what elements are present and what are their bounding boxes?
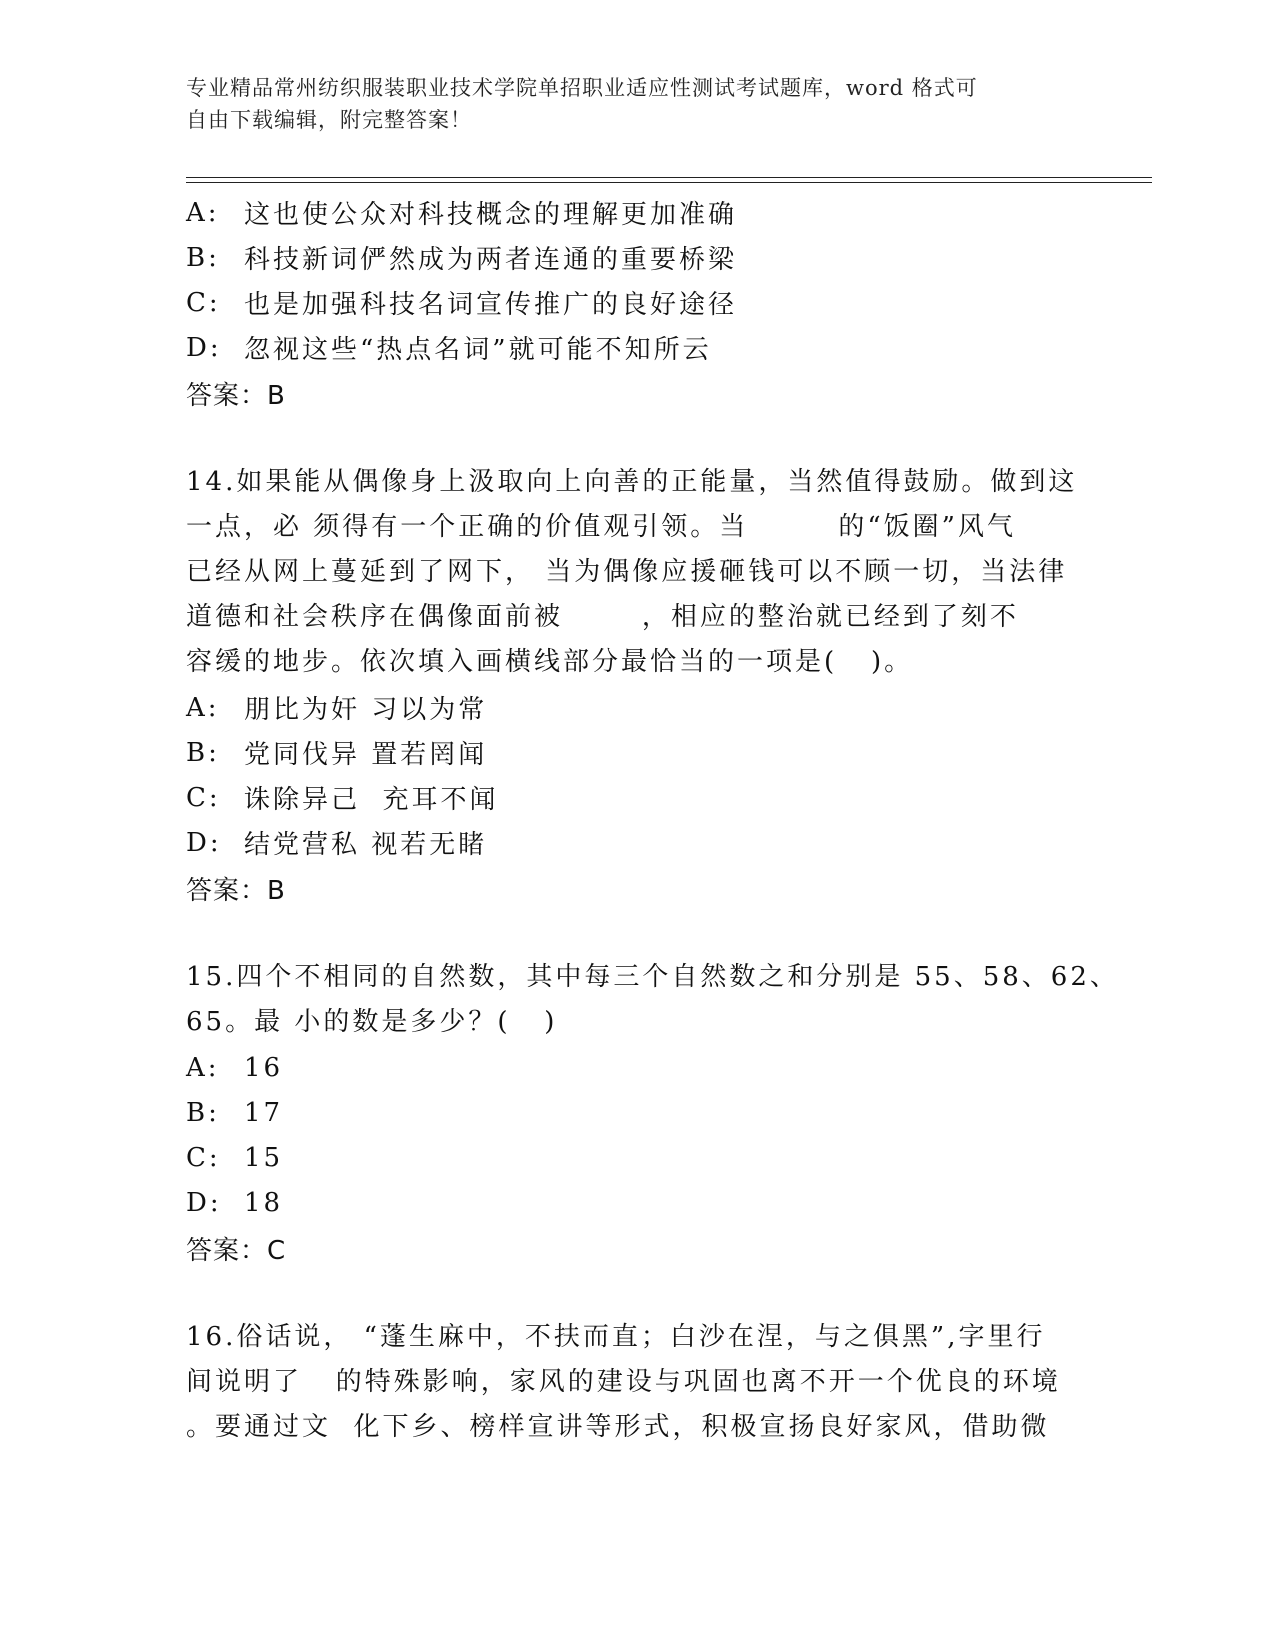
option-text: 这也使公众对科技概念的理解更加准确 (244, 200, 738, 230)
header-rule-second (186, 182, 1152, 183)
option-label: C: (186, 1142, 221, 1173)
page-header (186, 72, 1066, 136)
option-label: D: (186, 827, 222, 858)
option-text: 15 (244, 1142, 284, 1173)
option-label: A: (186, 1052, 220, 1083)
question-16-stem (186, 1315, 1076, 1450)
option-c (186, 775, 1086, 820)
option-label: B: (186, 737, 220, 768)
header-rule (186, 177, 1152, 178)
stem-line: 容缓的地步。依次填入画横线部分最恰当的一项是( )。 (186, 647, 914, 677)
option-label: D: (186, 1187, 222, 1218)
option-label: A: (186, 692, 220, 723)
stem-line: 16.俗话说， “蓬生麻中，不扶而直；白沙在涅，与之俱黑”,字里行 (186, 1322, 1046, 1352)
option-text: 16 (244, 1052, 284, 1083)
option-c (186, 1135, 1086, 1180)
option-text: 17 (244, 1097, 284, 1128)
stem-line: 已经从网上蔓延到了网下， 当为偶像应援砸钱可以不顾一切，当法律 (186, 557, 1068, 587)
option-label: D: (186, 332, 222, 363)
stem-line: 间说明了 的特殊影响，家风的建设与巩固也离不开一个优良的环境 (186, 1367, 1061, 1397)
questions-content (186, 190, 1119, 1450)
option-c (186, 280, 1086, 325)
option-a (186, 190, 1086, 235)
option-b (186, 235, 1086, 280)
option-text: 结党营私 视若无睹 (244, 830, 488, 860)
stem-line: 14.如果能从偶像身上汲取向上向善的正能量，当然值得鼓励。做到这 (186, 467, 1078, 497)
stem-line: 。要通过文 化下乡、榜样宣讲等形式，积极宣扬良好家风，借助微 (186, 1412, 1050, 1442)
option-b (186, 1090, 1086, 1135)
question-13-options (186, 190, 1086, 370)
option-label: A: (186, 197, 220, 228)
option-text: 朋比为奸 习以为常 (244, 695, 488, 725)
option-text: 也是加强科技名词宣传推广的良好途径 (244, 290, 738, 320)
option-text: 科技新词俨然成为两者连通的重要桥梁 (244, 245, 738, 275)
option-text: 党同伐异 置若罔闻 (244, 740, 488, 770)
header-line-2: 自由下载编辑，附完整答案！ (186, 108, 472, 132)
option-label: C: (186, 782, 221, 813)
option-b (186, 730, 1086, 775)
option-d (186, 325, 1086, 370)
answer-line: 答案：B (186, 875, 286, 906)
option-label: B: (186, 242, 220, 273)
option-text: 忽视这些“热点名词”就可能不知所云 (244, 335, 712, 365)
question-14-stem (186, 460, 1076, 685)
option-d (186, 820, 1086, 865)
header-line-1: 专业精品常州纺织服装职业技术学院单招职业适应性测试考试题库，word 格式可 (186, 76, 978, 100)
stem-line: 65。最 小的数是多少？( ) (186, 1007, 558, 1037)
stem-line: 15.四个不相同的自然数，其中每三个自然数之和分别是 55、58、62、 (186, 962, 1119, 992)
answer-line: 答案：B (186, 380, 286, 411)
question-15-options (186, 1045, 1086, 1225)
stem-line: 一点，必 须得有一个正确的价值观引领。当 的“饭圈”风气 (186, 512, 1016, 542)
stem-line: 道德和社会秩序在偶像面前被 ，相应的整治就已经到了刻不 (186, 602, 1019, 632)
option-a (186, 1045, 1086, 1090)
option-a (186, 685, 1086, 730)
option-label: C: (186, 287, 221, 318)
option-text: 诛除异己 充耳不闻 (244, 785, 499, 815)
option-d (186, 1180, 1086, 1225)
option-label: B: (186, 1097, 220, 1128)
question-15-stem (186, 955, 1119, 1045)
option-text: 18 (244, 1187, 284, 1218)
question-14-options (186, 685, 1086, 865)
answer-line: 答案：C (186, 1235, 287, 1266)
